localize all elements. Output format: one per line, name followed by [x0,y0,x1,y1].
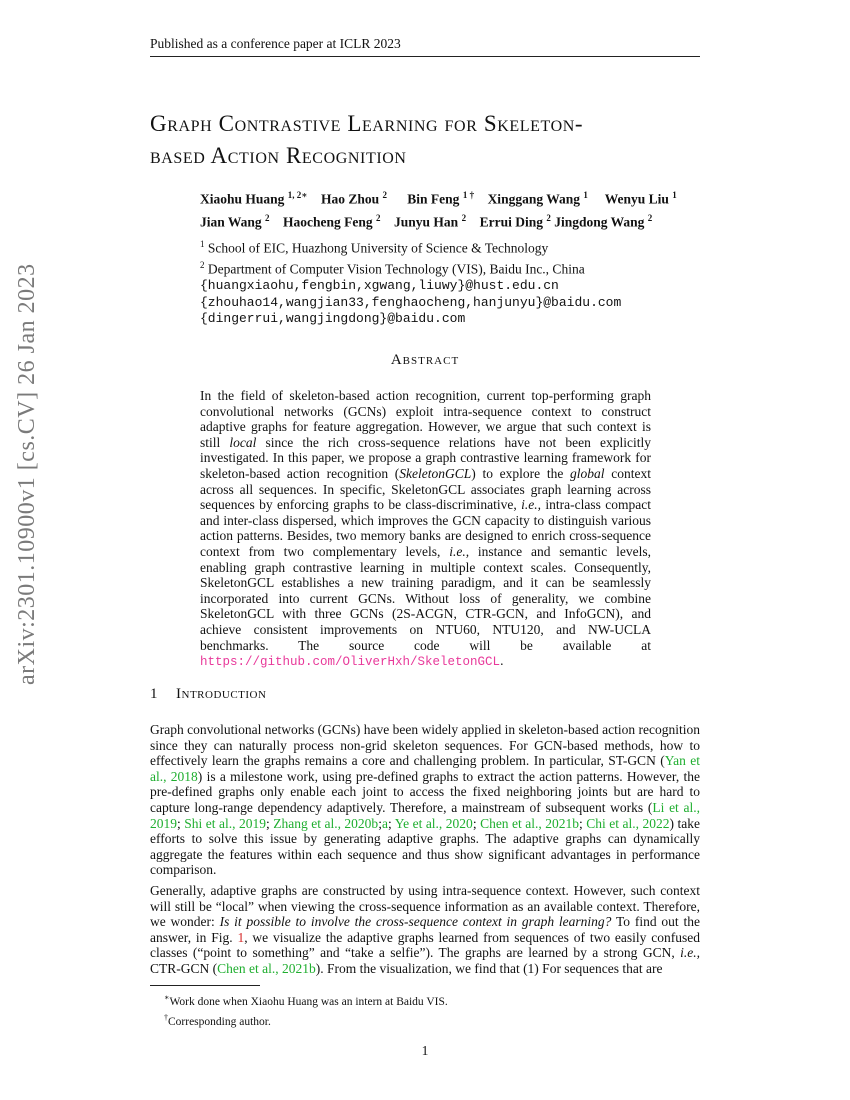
author-affil-mark: 2 [376,212,381,223]
email-line[interactable]: {dingerrui,wangjingdong}@baidu.com [200,311,466,326]
figure-ref-link[interactable]: 1 [237,929,245,945]
footnote-text: Work done when Xiaohu Huang was an intern at Baidu VIS. [169,995,448,1008]
footnote-rule [150,985,260,986]
paragraph-fragment: ). From the visualization, we find that (1) For sequences that are [315,960,663,976]
abstract-emphasis: global [570,465,605,481]
citation-link[interactable]: Yan et al., 2018 [150,753,700,784]
author-affil-mark: 2 [647,212,653,223]
abstract-emphasis: i.e., [449,543,470,559]
author-affil-mark: 2 [461,212,467,223]
emphasis: i.e., [680,945,700,961]
abstract-heading: Abstract [390,352,460,368]
title-line-1: Graph Contrastive Learning for Skeleton- [150,111,584,136]
paragraph-fragment: Graph convolutional networks (GCNs) have been widely applied in skeleton-based action recognition since they can naturally process non-grid skeleton sequences. For GCN-based methods, how to effectively learn the graphs remains a core and challenging problem. In particular, ST-GCN ( [150,722,700,769]
citation-link[interactable]: Ye et al., 2020 [394,815,473,831]
abstract-fragment: since the rich cross-sequence relations have not been explicitly investigated. In this paper, we propose a graph contrastive learning framework for skeleton-based action recognition ( [200,434,651,481]
paragraph-fragment: Generally, adaptive graphs are constructed by using intra-sequence context. However, such context will still be “local” when viewing the cross-sequence information as an available context. Therefore, we wonder: [150,883,700,930]
section-number: 1 [150,686,158,702]
abstract-emphasis: i.e., [521,497,542,513]
intro-paragraph-2 [150,883,700,977]
affil-mark: 1 [200,239,205,249]
affiliation-text: Department of Computer Vision Technology (VIS), Baidu Inc., China [207,261,585,277]
affiliations-block [200,236,720,328]
citation-link[interactable]: Chen et al., 2021b [217,960,316,976]
paragraph-fragment: CTR-GCN ( [150,960,218,976]
abstract-text [200,388,651,671]
method-name: SkeletonGCL [399,465,472,481]
footnote [164,1010,704,1030]
abstract-fragment: In the field of skeleton-based action recognition, current top-performing graph convolutional networks (GCNs) exploit intra-sequence context to construct adaptive graphs for feature aggregation. However, we argue that such context is still [200,388,651,450]
citation-link[interactable]: Chi et al., 2022 [586,815,670,831]
author-affil-mark: 2 [546,212,551,223]
paragraph-fragment: , we visualize the adaptive graphs learned from sequences of two easily confused classes (“point to something” and “take a selfie”). The graphs are learned by a strong GCN, [150,929,700,961]
paragraph-fragment: ) take efforts to solve this issue by generating adaptive graphs. The adaptive graphs can dynamically aggregate the features within each sequence and thus show significant advantages in performance comparison. [150,815,700,878]
footnote [164,990,704,1010]
author-row-2 [200,209,720,232]
affiliation-text: School of EIC, Huazhong University of Science & Technology [207,240,549,256]
paper-title [150,108,710,172]
affiliation-line [200,236,720,257]
author-name: Wenyu Liu [604,191,669,207]
citation-link[interactable]: Shi et al., 2019 [184,815,266,831]
author-name: Errui Ding [479,214,543,229]
abstract-fragment: instance and semantic levels, enabling graph contrastive learning in multiple context scales. Consequently, SkeletonGCL establishes a new training paradigm, and it can be seamlessly incorporated into current GCNs. Without loss of generality, we combine SkeletonGCL with three GCNs (2S-ACGN, CTR-GCN, and InfoGCN), and achieve consistent improvements on NTU60, NTU120, and NW-UCLA benchmarks. The source code will be available at [200,543,651,653]
author-affil-mark: 1 [583,190,588,200]
arxiv-side-stamp: arXiv:2301.10900v1 [cs.CV] 26 Jan 2023 [14,263,40,685]
code-link[interactable]: https://github.com/OliverHxh/SkeletonGCL [200,655,501,670]
running-header: Published as a conference paper at ICLR 2023 [150,36,401,51]
abstract-emphasis: local [229,434,257,450]
affil-mark: 2 [200,260,205,270]
author-affil-mark: 2 [382,190,388,200]
email-line[interactable]: {zhouhao14,wangjian33,fenghaocheng,hanjunyu}@baidu.com [200,294,622,310]
author-list [200,186,720,231]
footnote-mark: † [164,1012,168,1022]
section-heading [150,686,650,703]
section-title: Introduction [176,686,267,702]
author-name: Jingdong Wang [554,214,645,229]
abstract-fragment: context across all sequences. In specific, SkeletonGCL associates graph learning across sequences by enforcing graphs to be class-discriminative, [200,465,651,513]
author-name: Xinggang Wang [487,191,580,207]
author-name: Xiaohu Huang [200,191,285,207]
author-name: Jian Wang [200,214,262,229]
author-name: Haocheng Feng [283,214,373,229]
author-row-1 [200,186,720,209]
citation-link[interactable]: Chen et al., 2021b [480,815,580,831]
author-name: Bin Feng [407,191,460,207]
author-affil-mark: 1, 2∗ [287,190,308,200]
page-number: 1 [421,1043,429,1058]
author-affil-mark: 1 [672,190,677,200]
citation-link[interactable]: Li et al., 2019 [150,799,700,831]
abstract-fragment: ) to explore the [471,465,571,481]
author-name: Hao Zhou [321,191,380,207]
abstract-fragment: . [500,653,504,669]
research-question: Is it possible to involve the cross-sequence context in graph learning? [219,914,612,930]
author-name: Junyu Han [394,214,459,229]
footnote-mark: ∗ [164,993,170,1002]
header-rule [150,56,700,57]
title-line-2: based Action Recognition [150,143,407,168]
abstract-fragment: intra-class compact and inter-class dispersed, which improves the GCN capacity to distinguish various action patterns. Besides, two memory banks are designed to enrich cross-sequence context from two complementary levels, [200,497,651,559]
author-affil-mark: 1 † [462,190,475,200]
intro-paragraph-1: Graph convolutional networks (GCNs) have been widely applied in skeleton-based action recognition since they can naturally process non-grid skeleton sequences. For GCN-based methods, how to effectively learn the graphs remains a core and challenging problem. In particular, ST-GCN (Yan et al., 2018) is a milestone work, using pre-defined graphs to extract the action patterns. However, the pre-defined graphs only enable each joint to access the fixed neighboring joints but are hard to capture long-range dependency adaptively. Therefore, a mainstream of subsequent works (Li et al., 2019; Shi et al., 2019; Zhang et al., 2020b;a; Ye et al., 2020; Chen et al., 2021b; Chi et al., 2022) take efforts to solve this issue by generating adaptive graphs. The adaptive graphs can dynamically aggregate the features within each sequence and thus show significant advantages in performance comparison. [150,722,700,878]
paragraph-fragment: To find out the answer, in Fig. [150,914,700,945]
citation-link[interactable]: Zhang et al., 2020b [273,815,379,831]
author-affil-mark: 2 [265,212,270,223]
email-line[interactable]: {huangxiaohu,fengbin,xgwang,liuwy}@hust.edu.cn [200,278,559,293]
paragraph-fragment: ) is a milestone work, using pre-defined graphs to extract the action patterns. However, the pre-defined graphs only enable each joint to access the fixed neighboring joints but are hard to capture long-range dependency adaptively. Therefore, a mainstream of subsequent works ( [150,768,700,815]
affiliation-line [200,257,720,278]
footnote-text: Corresponding author. [168,1015,271,1028]
footnotes [164,990,704,1030]
citation-link[interactable]: a [381,815,388,831]
